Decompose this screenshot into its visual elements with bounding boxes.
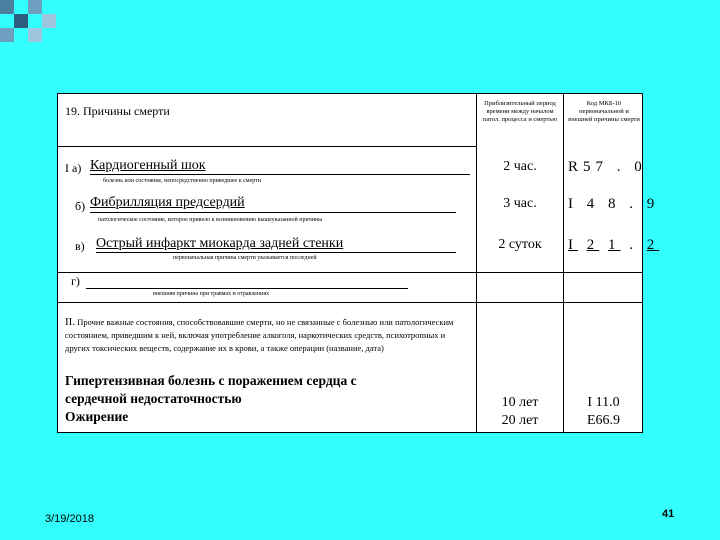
code-char: 5 [583,159,596,175]
other-diagnosis-line: Ожирение [65,409,129,424]
row-b-note: патологическое состояние, которое привело к возникновению вышеуказанной причины [98,217,323,223]
row-divider [58,146,476,147]
code-char: 1 [608,237,621,253]
code-char: 8 [608,196,621,212]
column-divider [563,94,564,432]
other-period: 20 лет [501,413,539,428]
code-column-header: Код МКБ-10 первоначальной и внешней причины смерти [568,100,640,123]
part-two-description: Прочие важные состояния, способствовавшие смерти, но не связанные с болезнью или патологическим состоянием, приведшим к ней, включая употребление алкоголя, наркотических средств, психотропных и других токсических веществ, содержание их в крови, а также операции (название, дата) [65,317,454,353]
other-conditions-text [65,316,460,355]
row-a-note: болезнь или состояние, непосредственно приведшее к смерти [103,178,261,184]
row-a-line [90,174,470,175]
row-b-line [90,212,456,213]
part-two-label: II. [65,316,76,328]
other-diagnosis-line: сердечной недостаточностью [65,391,242,406]
row-a-code [568,159,647,176]
row-b-code [568,196,659,213]
row-b-label: б) [75,199,86,213]
row-d-label: г) [71,274,80,288]
row-divider [58,272,642,273]
other-conditions-diagnoses [65,372,357,426]
row-c-code [568,237,659,254]
row-divider [58,302,642,303]
row-c-label: в) [75,239,85,253]
other-periods [480,394,560,430]
row-d-note: внешняя причина при травмах и отравлениях [153,291,270,297]
code-char: 0 [634,159,647,175]
other-codes [563,394,644,430]
code-char: I [568,196,578,212]
other-diagnosis-line: Гипертензивная болезнь с поражением сердца с [65,373,357,388]
row-c-note: первоначальная причина смерти указывается последней [173,255,317,261]
code-char: R [568,159,584,175]
other-code: E66.9 [586,413,621,428]
row-c-line [96,252,456,253]
row-b-diagnosis: Фибрилляция предсердий [90,195,245,210]
death-certificate-form [57,93,660,433]
row-a-label: I а) [65,161,82,175]
code-char: . [629,237,638,253]
code-char: . [629,196,638,212]
slide-page-number: 41 [662,508,675,520]
row-b-period: 3 час. [503,196,537,211]
code-char: 4 [586,196,600,212]
column-divider [476,94,477,432]
period-column-header: Приблизительный период времени между началом патол. процесса и смертью [482,100,558,123]
code-char: 2 [646,237,660,253]
other-code: I 11.0 [587,395,620,410]
slide-date: 3/19/2018 [45,513,94,525]
row-a-period: 2 час. [503,159,537,174]
other-period: 10 лет [501,395,539,410]
code-char: . [616,159,626,175]
corner-decoration [0,0,70,50]
code-char: 2 [586,237,600,253]
code-char: 9 [646,196,660,212]
row-d-line [86,288,408,289]
code-char: 7 [595,159,609,175]
form-title: 19. Причины смерти [65,104,170,118]
code-char: I [568,237,578,253]
row-a-diagnosis: Кардиогенный шок [90,158,206,173]
row-c-period: 2 суток [498,237,542,252]
row-c-diagnosis: Острый инфаркт миокарда задней стенки [96,236,344,251]
